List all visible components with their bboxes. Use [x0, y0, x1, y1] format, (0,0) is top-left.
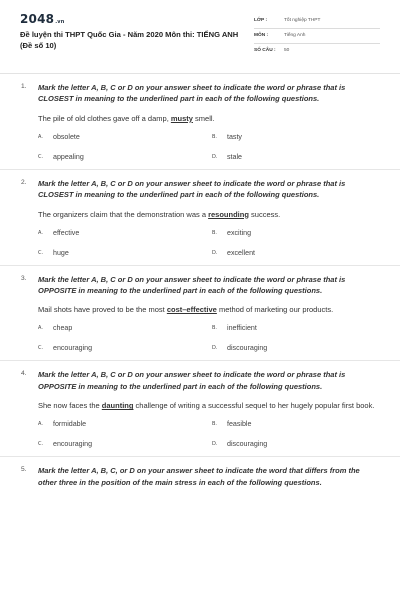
exam-meta	[254, 16, 380, 61]
question-text-before: The pile of old clothes gave off a damp,	[38, 113, 171, 123]
question-list	[0, 74, 400, 496]
question-text-after: method of marketing our products.	[216, 305, 334, 315]
option-letter: B.	[212, 325, 218, 332]
option-a[interactable]	[38, 133, 212, 141]
option-text: huge	[53, 248, 69, 257]
option-letter: D.	[212, 153, 218, 160]
option-letter: B.	[212, 133, 218, 140]
question-item	[0, 266, 400, 362]
option-letter: B.	[212, 229, 218, 236]
question-item	[0, 361, 400, 457]
site-logo[interactable]	[20, 12, 65, 26]
question-number: 1.	[21, 83, 27, 90]
option-text: discouraging	[227, 440, 268, 449]
option-a[interactable]	[38, 229, 212, 237]
meta-row-class	[254, 16, 380, 29]
option-letter: B.	[212, 421, 218, 428]
option-text: tasty	[227, 132, 242, 141]
question-text	[38, 304, 380, 315]
option-b[interactable]	[212, 133, 382, 141]
option-a[interactable]	[38, 324, 212, 332]
question-instruction: Mark the letter A, B, C or D on your answer sheet to indicate the word or phrase that is CLOSEST in meaning to the underlined part in each of the following questions.	[38, 83, 346, 104]
option-text: inefficient	[227, 324, 257, 333]
option-letter: C.	[38, 153, 44, 160]
question-text	[38, 209, 380, 220]
meta-label: MÔN :	[254, 33, 269, 38]
question-text	[38, 400, 380, 411]
meta-value: Tốt nghiệp THPT	[284, 18, 321, 23]
option-letter: D.	[212, 345, 218, 352]
option-letter: A.	[38, 325, 43, 332]
meta-row-count	[254, 46, 380, 59]
option-b[interactable]	[212, 229, 382, 237]
question-instruction: Mark the letter A, B, C or D on your answer sheet to indicate the word or phrase that is OPPOSITE in meaning to the underlined part in each of the following questions.	[38, 274, 346, 296]
option-letter: A.	[38, 421, 43, 428]
option-text: excellent	[227, 248, 255, 257]
question-item	[0, 74, 400, 170]
option-text: cheap	[53, 324, 73, 333]
underlined-word: resounding	[208, 209, 249, 219]
option-d[interactable]	[212, 344, 382, 352]
option-text: feasible	[227, 420, 252, 429]
option-text: formidable	[53, 420, 87, 429]
option-c[interactable]	[38, 440, 212, 448]
option-letter: D.	[212, 249, 218, 256]
underlined-word: musty	[170, 113, 193, 123]
option-d[interactable]	[212, 249, 382, 257]
option-text: appealing	[53, 152, 84, 161]
option-b[interactable]	[212, 420, 382, 428]
underlined-word: cost–effective	[166, 305, 217, 315]
option-c[interactable]	[38, 344, 212, 352]
meta-value: Tiếng Anh	[284, 33, 306, 38]
question-instruction: Mark the letter A, B, C or D on your answer sheet to indicate the word or phrase that is CLOSEST in meaning to the underlined part in each of the following questions.	[38, 178, 346, 200]
question-number: 2.	[21, 178, 27, 186]
option-letter: D.	[212, 441, 218, 448]
question-text-before: The organizers claim that the demonstration was a	[38, 209, 209, 219]
option-text: effective	[53, 228, 80, 237]
meta-label: SỐ CÂU :	[254, 48, 276, 53]
option-letter: C.	[38, 345, 44, 352]
question-text-after: success.	[248, 209, 281, 219]
question-number: 3.	[21, 274, 27, 282]
meta-value: 50	[284, 48, 290, 53]
meta-row-subject	[254, 31, 380, 44]
meta-label: LỚP :	[254, 18, 268, 23]
answer-options	[38, 229, 380, 257]
underlined-word: daunting	[101, 401, 134, 411]
question-text-after: challenge of writing a successful sequel to her hugely popular first book.	[133, 401, 375, 411]
option-d[interactable]	[212, 440, 382, 448]
question-text-before: She now faces the	[38, 401, 102, 411]
option-letter: A.	[38, 133, 43, 140]
option-letter: C.	[38, 441, 44, 448]
question-number: 4.	[21, 370, 27, 378]
option-letter: C.	[38, 249, 44, 256]
option-text: obsolete	[53, 132, 80, 141]
question-instruction: Mark the letter A, B, C, or D on your answer sheet to indicate the word that differs from the other three in the position of the main stress in each of the following questions.	[38, 466, 360, 487]
option-d[interactable]	[212, 153, 382, 161]
question-item	[0, 457, 400, 496]
option-c[interactable]	[38, 153, 212, 161]
option-b[interactable]	[212, 324, 382, 332]
answer-options	[38, 420, 380, 448]
option-text: encouraging	[53, 440, 93, 449]
question-instruction: Mark the letter A, B, C or D on your answer sheet to indicate the word or phrase that is OPPOSITE in meaning to the underlined part in each of the following questions.	[38, 370, 346, 391]
logo-main: 2048	[20, 12, 55, 26]
option-letter: A.	[38, 229, 43, 236]
question-item	[0, 170, 400, 266]
document-title: Đề luyện thi THPT Quốc Gia - Năm 2020 Môn thi: TIẾNG ANH (Đề số 10)	[20, 30, 239, 50]
question-text-after: smell.	[192, 113, 215, 123]
option-text: encouraging	[53, 344, 93, 353]
page-header	[0, 0, 400, 74]
option-a[interactable]	[38, 420, 212, 428]
option-text: exciting	[227, 228, 252, 237]
logo-suffix: .vn	[55, 19, 65, 25]
answer-options	[38, 324, 380, 352]
question-text	[38, 113, 380, 124]
question-number: 5.	[21, 466, 27, 474]
option-text: stale	[227, 152, 242, 161]
answer-options	[38, 133, 380, 161]
option-text: discouraging	[227, 344, 268, 353]
question-text-before: Mail shots have proved to be the most	[38, 305, 167, 315]
option-c[interactable]	[38, 249, 212, 257]
